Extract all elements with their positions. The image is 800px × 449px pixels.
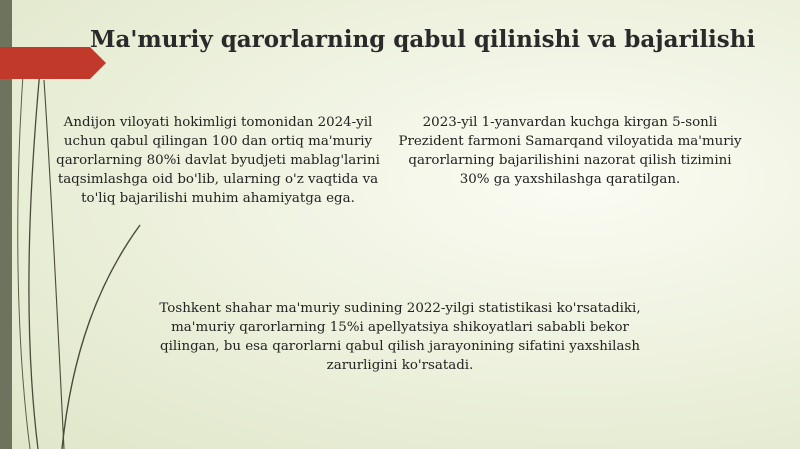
slide-title: Ma'muriy qarorlarning qabul qilinishi va bajarilishi [90, 26, 756, 53]
paragraph-samarqand: 2023-yil 1-yanvardan kuchga kirgan 5-sonli Prezident farmoni Samarqand viloyatida ma'muriy qarorlarning bajarilishini nazorat qilish tizimini 30% ga yaxshilashga qaratilgan. [398, 115, 742, 187]
paragraph-andijon: Andijon viloyati hokimligi tomonidan 2024-yil uchun qabul qilingan 100 dan ortiq ma'muriy qarorlarning 80%i davlat byudjeti mablag'larini taqsimlashga oid bo'lib, ularning o'z vaqtida va to'liq bajarilishi muhim ahamiyatga ega. [56, 115, 380, 206]
paragraph-toshkent: Toshkent shahar ma'muriy sudining 2022-yilgi statistikasi ko'rsatadiki, ma'muriy qarorlarning 15%i apellyatsiya shikoyatlari sababli bekor qilingan, bu esa qarorlarni qabul qilish jarayonining sifatini yaxshilash zarurligini ko'rsatadi. [159, 301, 641, 373]
